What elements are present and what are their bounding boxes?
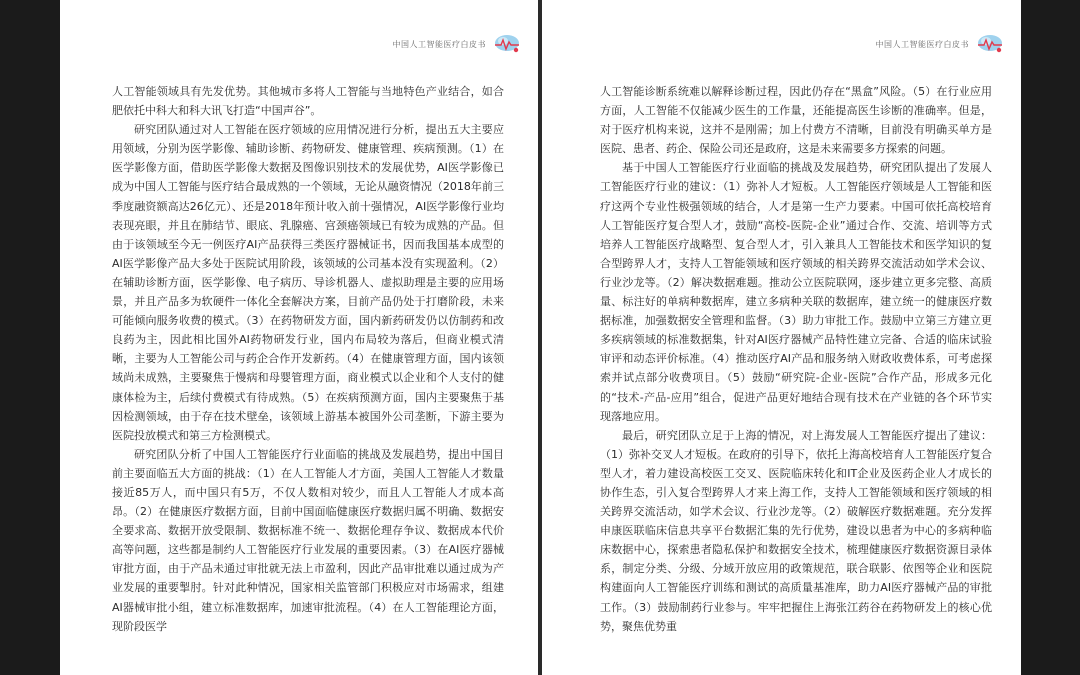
paragraph: 研究团队通过对人工智能在医疗领域的应用情况进行分析，提出五大主要应用领域，分别为医学影像、辅助诊断、药物研发、健康管理、疾病预测。（1）在医学影像方面，借助医学影像大数据及图像识别技术的发展优势，AI医学影像已成为中国人工智能与医疗结合最成熟的一个领域，无论从融资情况（2018年前三季度融资额高达26亿元）、还是2018年预计收入前十强情况，AI医学影像行业均表现亮眼，并且在肺结节、眼底、乳腺癌、宫颈癌领域已有较为成熟的产品。但由于该领域至今无一例医疗AI产品获得三类医疗器械证书，因而我国基本成型的AI医学影像产品大多处于医院试用阶段，该领域的公司基本没有实现盈利。（2）在辅助诊断方面，医学影像、电子病历、导诊机器人、虚拟助理是主要的应用场景，并且产品多为软硬件一体化全套解决方案，目前产品仍处于打磨阶段，未来可能倾向服务收费的模式。（3）在药物研发方面，国内新药研发仍以仿制药和改良药为主，因此相比国外AI药物研发行业，国内布局较为落后，但商业模式清晰，主要为人工智能公司与药企合作开发新药。（4）在健康管理方面，国内该领域尚未成熟，主要聚焦于慢病和母婴管理方面，商业模式以企业和个人支付的健康体检为主，后续付费模式有待成熟。（5）在疾病预测方面，国内主要聚焦于基因检测领域，由于存在技术壁垒，该领域上游基本被国外公司垄断，下游主要为医院投放模式和第三方检测模式。	[112, 123, 504, 442]
brain-logo-icon	[975, 32, 1005, 56]
header-title: 中国人工智能医疗白皮书	[875, 39, 969, 49]
left-page	[60, 0, 538, 675]
page-header	[393, 30, 523, 58]
brain-logo-icon	[492, 32, 522, 56]
right-page	[542, 0, 1021, 675]
header-title: 中国人工智能医疗白皮书	[392, 39, 486, 49]
paragraph: 基于中国人工智能医疗行业面临的挑战及发展趋势，研究团队提出了发展人工智能医疗行业的建议：（1）弥补人才短板。人工智能医疗领域是人工智能和医疗这两个专业性极强领域的结合，人才是第一生产力要素。中国可依托高校培育人工智能医疗复合型人才，鼓励“高校-医院-企业”通过合作、交流、培训等方式培养人工智能医疗战略型、复合型人才，引入兼具人工智能技术和医学知识的复合型跨界人才，支持人工智能领域和医疗领域的相关跨界交流活动如学术会议、行业沙龙等。（2）解决数据难题。推动公立医院联网，逐步建立更多完整、高质量、标注好的单病种数据库，建立多病种关联的数据库，建立统一的健康医疗数据标准，加强数据安全管理和监督。（3）助力审批工作。鼓励中立第三方建立更多疾病领域的标准数据集，针对AI医疗器械产品特性建立完备、合适的临床试验审评和动态评价标准。（4）推动医疗AI产品和服务纳入财政收费体系，可考虑探索并试点部分收费项目。（5）鼓励“研究院-企业-医院”合作产品，形成多元化的“技术-产品-应用”组合，促进产品更好地结合现有技术在产业链的各个环节实现落地应用。	[600, 161, 992, 423]
paragraph: 人工智能诊断系统难以解释诊断过程，因此仍存在“黑盒”风险。（5）在行业应用方面，人工智能不仅能减少医生的工作量，还能提高医生诊断的准确率。但是，对于医疗机构来说，这并不是刚需；加上付费方不清晰，目前没有明确买单方是医院、患者、药企、保险公司还是政府，这是未来需要多方探索的问题。	[600, 85, 992, 156]
paragraph: 最后，研究团队立足于上海的情况，对上海发展人工智能医疗提出了建议：（1）弥补交叉人才短板。在政府的引导下，依托上海高校培育人工智能医疗复合型人才，着力建设高校医工交叉、医院临床转化和IT企业及医药企业人才成长的协作生态，引入复合型跨界人才来上海工作，支持人工智能领域和医疗领域的相关跨界交流活动，如学术会议、行业沙龙等。（2）破解医疗数据难题。充分发挥申康医联临床信息共享平台数据汇集的先行优势，建设以患者为中心的多病种临床数据中心，探索患者隐私保护和数据安全技术，梳理健康医疗数据资源目录体系，制定分类、分级、分域开放应用的政策规范，联合联影、依图等企业和医院构建面向人工智能医疗训练和测试的高质量基准库，助力AI医疗器械产品的审批工作。（3）鼓励制药行业参与。牢牢把握住上海张江药谷在药物研发上的核心优势，聚焦优势重	[600, 428, 992, 633]
page-header	[876, 30, 1006, 58]
paragraph: 人工智能领域具有先发优势。其他城市多将人工智能与当地特色产业结合，如合肥依托中科大和科大讯飞打造“中国声谷”。	[112, 85, 504, 118]
page-body	[112, 82, 504, 636]
paragraph: 研究团队分析了中国人工智能医疗行业面临的挑战及发展趋势，提出中国目前主要面临五大方面的挑战：（1）在人工智能人才方面，美国人工智能人才数量接近85万人，而中国只有5万，不仅人数相对较少，而且人工智能人才成本高昂。（2）在健康医疗数据方面，目前中国面临健康医疗数据归属不明确、数据安全要求高、数据开放受限制、数据标准不统一、数据伦理存争议、数据成本代价高等问题，这些都是制约人工智能医疗行业发展的重要因素。（3）在AI医疗器械审批方面，由于产品未通过审批就无法上市盈利，因此产品审批难以通过成为产业发展的重要掣肘。针对此种情况，国家相关监管部门积极应对市场需求，组建AI器械审批小组，建立标准数据库，加速审批流程。（4）在人工智能理论方面，现阶段医学	[112, 447, 504, 633]
page-body	[600, 82, 992, 636]
